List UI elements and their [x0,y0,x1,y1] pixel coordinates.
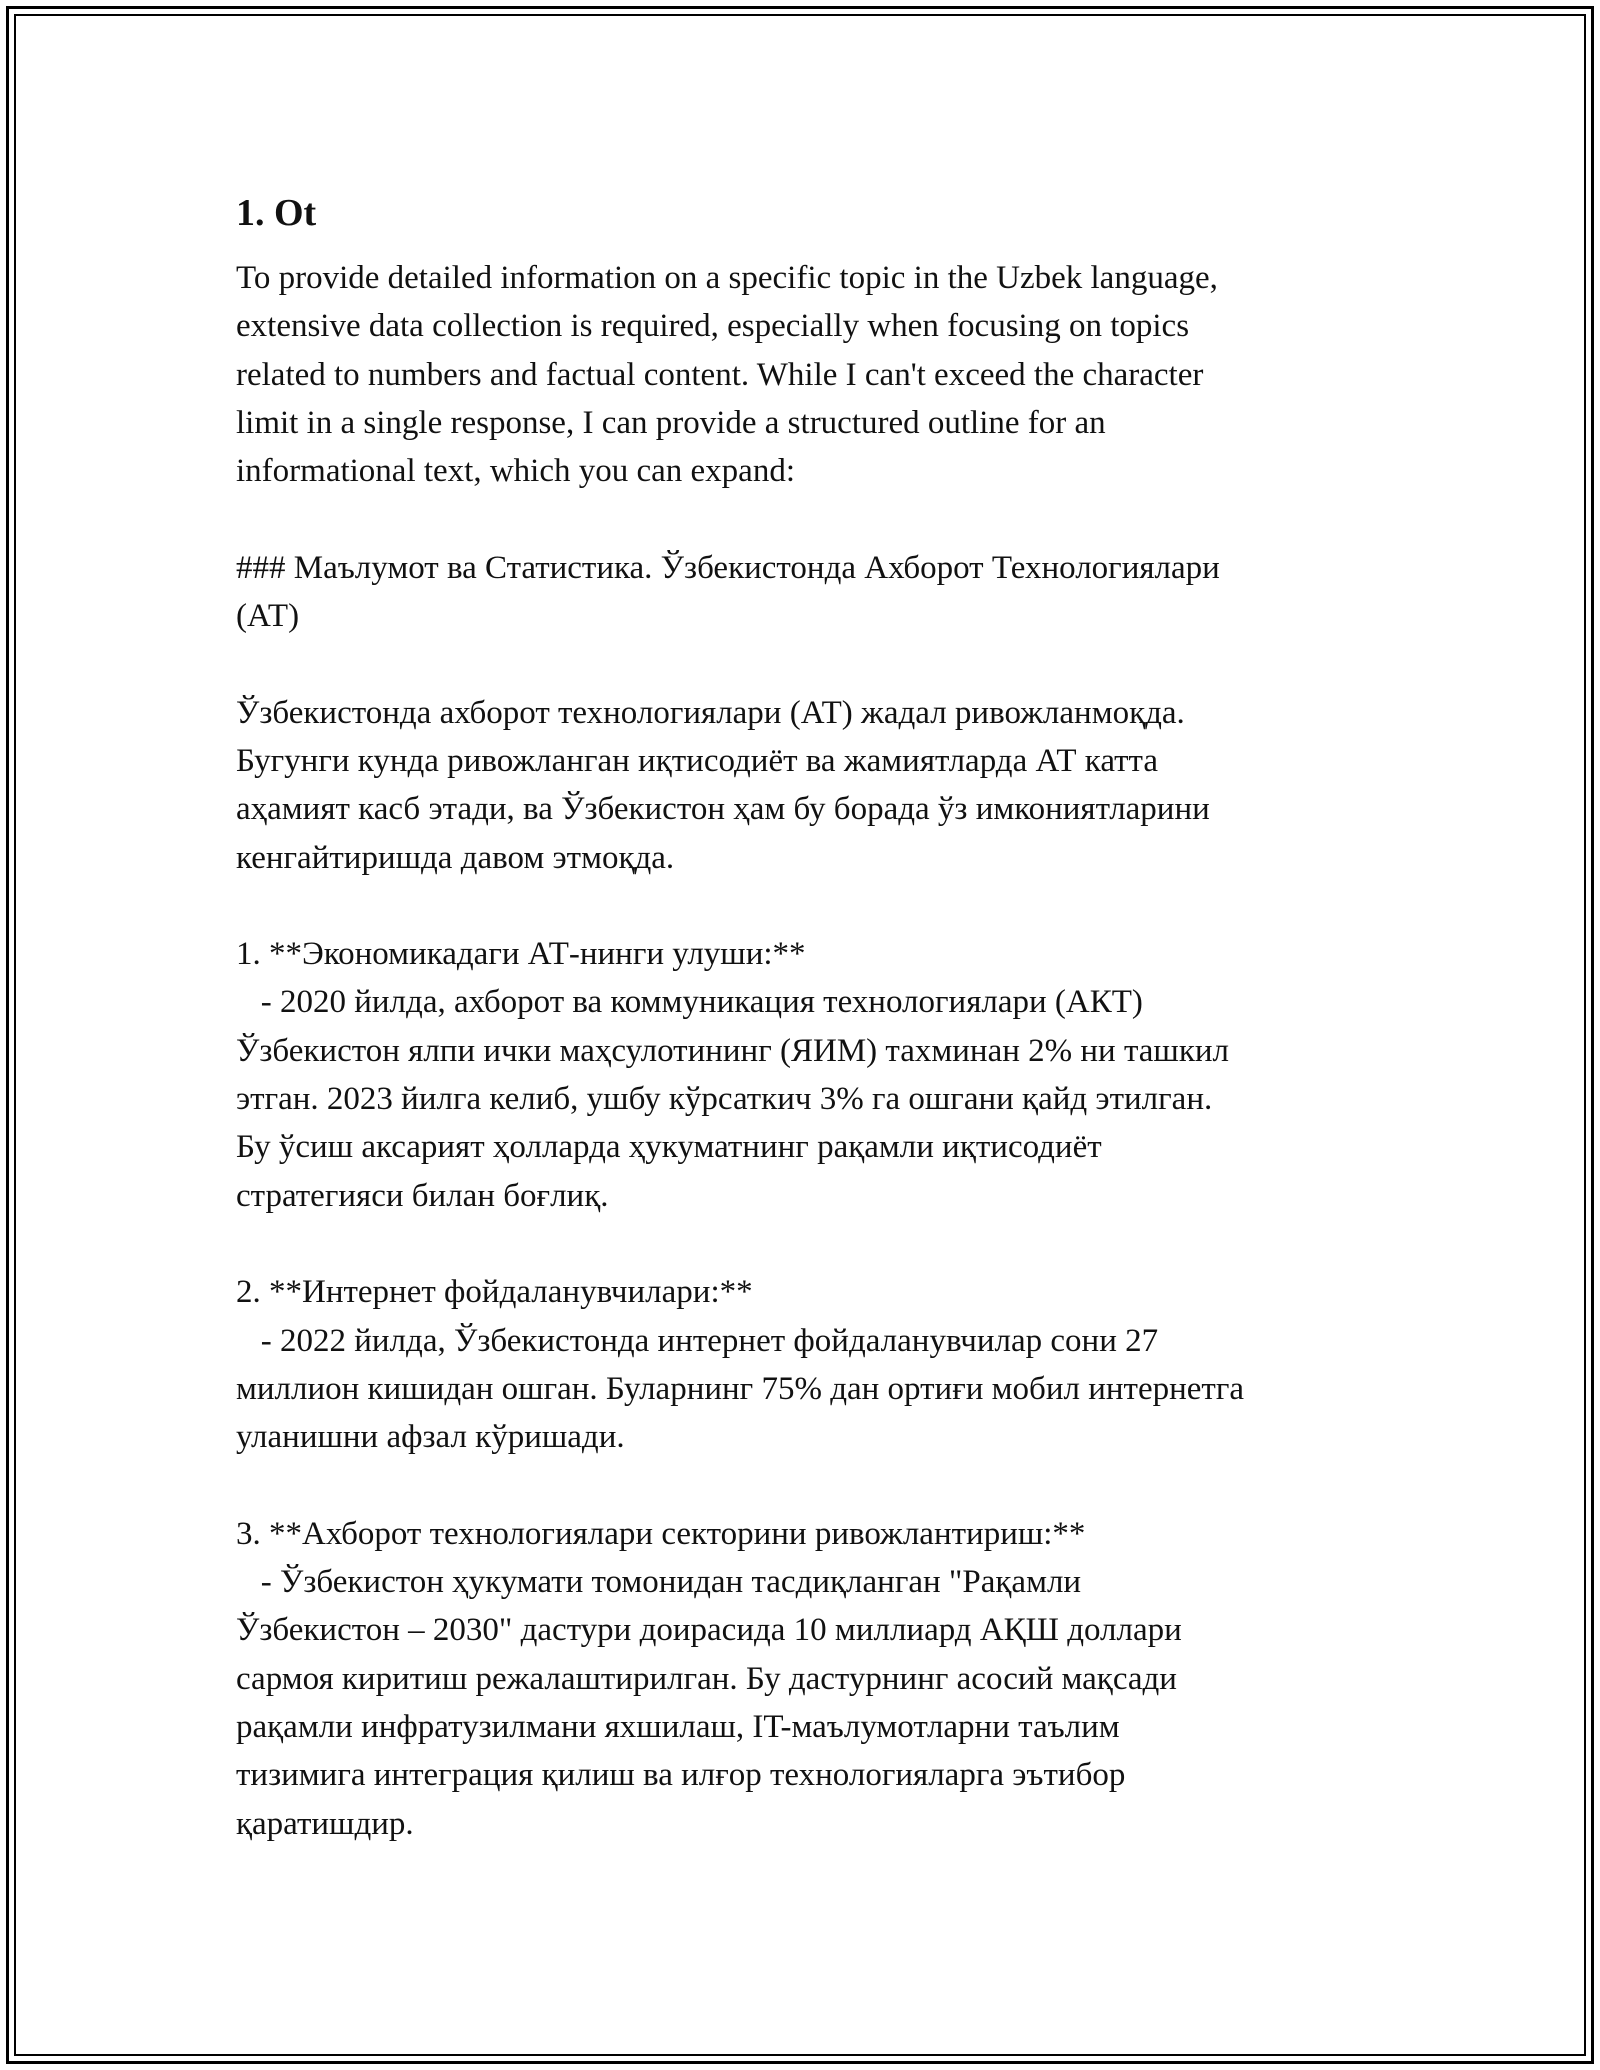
intro-paragraph: To provide detailed information on a specific topic in the Uzbek language, extensive data collection is required, especially when focusing on topics related to numbers and factual content. While I can't exceed the character limit in a single response, I can provide a structured outline for an informational text, which you can expand: [236,260,1218,490]
list-item [236,1268,1376,1461]
paragraph-gap [236,1220,1376,1268]
list-item-title: 1. **Экономикадаги АТ-нинги улуши:** [236,936,806,973]
section-title: ### Маълумот ва Статистика. Ўзбекистонда Ахборот Технологиялари (АТ) [236,549,1220,635]
list-item [236,1510,1376,1848]
list-item [236,930,1376,1220]
paragraph-gap [236,495,1376,543]
document-heading: 1. Ot [236,192,317,234]
list-item-body: - Ўзбекистон ҳукумати томонидан тасдиқланган "Рақамли Ўзбекистон – 2030" дастури доирасида 10 миллиард АҚШ доллари сармоя киритиш режалаштирилган. Бу дастурнинг асосий мақсади рақамли инфратузилмани яхшилаш, IT-маълумотларни таълим тизимига интеграция қилиш ва илғор технологияларга эътибор қаратишдир. [236,1564,1182,1842]
overview-paragraph: Ўзбекистонда ахборот технологиялари (АТ) жадал ривожланмоқда. Бугунги кунда ривожланган иқтисодиёт ва жамиятларда АТ катта аҳамият касб этади, ва Ўзбекистон ҳам бу борада ўз имкониятларини кенгайтиришда давом этмоқда. [236,694,1210,876]
paragraph-gap [236,882,1376,930]
list-item-body: - 2020 йилда, ахборот ва коммуникация технологиялари (АКТ) Ўзбекистон ялпи ички маҳсулотининг (ЯИМ) тахминан 2% ни ташкил этган. 2023 йилга келиб, ушбу кўрсаткич 3% га ошгани қайд этилган. Бу ўсиш аксарият ҳолларда ҳукуматнинг рақамли иқтисодиёт стратегияси билан боғлиқ. [236,984,1229,1214]
list-item-body: - 2022 йилда, Ўзбекистонда интернет фойдаланувчилар сони 27 миллион кишидан ошган. Буларнинг 75% дан ортиғи мобил интернетга уланишни афзал кўришади. [236,1322,1244,1456]
list-item-title: 2. **Интернет фойдаланувчилари:** [236,1274,753,1311]
paragraph-gap [236,640,1376,688]
list-item-title: 3. **Ахборот технологиялари секторини ривожлантириш:** [236,1515,1086,1552]
document-body [236,186,1376,1848]
paragraph-gap [236,1461,1376,1509]
